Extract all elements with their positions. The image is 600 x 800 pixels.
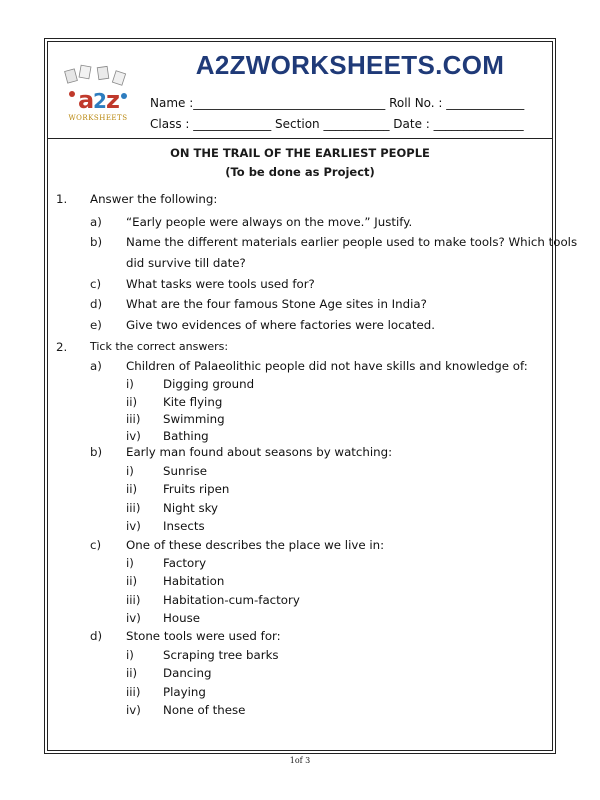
option-number: ii) bbox=[126, 395, 138, 409]
option-number: ii) bbox=[126, 574, 138, 588]
option-text: Dancing bbox=[163, 666, 212, 680]
option-text: Insects bbox=[163, 519, 205, 533]
item-text: “Early people were always on the move.” Justify. bbox=[126, 215, 413, 229]
option-text: House bbox=[163, 611, 200, 625]
item-label: c) bbox=[90, 277, 102, 291]
item-label: d) bbox=[90, 297, 103, 311]
worksheet-title: ON THE TRAIL OF THE EARLIEST PEOPLE bbox=[170, 146, 430, 160]
item-text: Give two evidences of where factories were located. bbox=[126, 318, 435, 332]
site-title: A2ZWORKSHEETS.COM bbox=[195, 50, 505, 80]
option-text: Kite flying bbox=[163, 395, 223, 409]
svg-text:z: z bbox=[106, 86, 120, 114]
item-label: b) bbox=[90, 445, 103, 459]
item-text-continued: did survive till date? bbox=[126, 256, 246, 270]
option-text: Playing bbox=[163, 685, 206, 699]
option-text: Habitation-cum-factory bbox=[163, 593, 300, 607]
question-number: 1. bbox=[56, 192, 68, 206]
item-text: One of these describes the place we live in: bbox=[126, 538, 385, 552]
item-text: Early man found about seasons by watching: bbox=[126, 445, 393, 459]
option-number: ii) bbox=[126, 482, 138, 496]
logo-graphic bbox=[58, 64, 138, 116]
option-text: Scraping tree barks bbox=[163, 648, 279, 662]
header-divider bbox=[48, 138, 552, 139]
option-text: Sunrise bbox=[163, 464, 207, 478]
class-section-date-line: Class : _____________ Section ___________ Date : _______________ bbox=[150, 117, 524, 131]
option-number: i) bbox=[126, 377, 134, 391]
question-text: Tick the correct answers: bbox=[90, 340, 229, 353]
option-number: i) bbox=[126, 556, 134, 570]
name-rollno-line: Name :________________________________ Roll No. : _____________ bbox=[150, 96, 525, 110]
option-number: iv) bbox=[126, 703, 141, 717]
item-label: d) bbox=[90, 629, 103, 643]
svg-text:a: a bbox=[78, 86, 95, 114]
option-text: Night sky bbox=[163, 501, 218, 515]
option-text: Bathing bbox=[163, 429, 209, 443]
option-text: Factory bbox=[163, 556, 207, 570]
item-label: a) bbox=[90, 215, 102, 229]
option-text: Fruits ripen bbox=[163, 482, 230, 496]
item-label: b) bbox=[90, 235, 103, 249]
option-text: Swimming bbox=[163, 412, 225, 426]
option-number: ii) bbox=[126, 666, 138, 680]
worksheet-subtitle: (To be done as Project) bbox=[225, 165, 375, 179]
option-number: iii) bbox=[126, 412, 141, 426]
question-number: 2. bbox=[56, 340, 68, 354]
option-text: Digging ground bbox=[163, 377, 255, 391]
item-label: e) bbox=[90, 318, 102, 332]
option-number: i) bbox=[126, 648, 134, 662]
item-label: a) bbox=[90, 359, 102, 373]
option-number: iii) bbox=[126, 501, 141, 515]
item-text: Name the different materials earlier people used to make tools? Which tools bbox=[126, 235, 578, 249]
item-label: c) bbox=[90, 538, 102, 552]
item-text: Stone tools were used for: bbox=[126, 629, 281, 643]
option-number: iv) bbox=[126, 429, 141, 443]
option-text: None of these bbox=[163, 703, 246, 717]
item-text: Children of Palaeolithic people did not have skills and knowledge of: bbox=[126, 359, 528, 373]
option-number: iii) bbox=[126, 593, 141, 607]
option-number: iv) bbox=[126, 519, 141, 533]
svg-text:2: 2 bbox=[93, 89, 107, 113]
option-number: i) bbox=[126, 464, 134, 478]
a2z-logo bbox=[58, 64, 138, 126]
option-text: Habitation bbox=[163, 574, 225, 588]
item-text: What tasks were tools used for? bbox=[126, 277, 315, 291]
option-number: iv) bbox=[126, 611, 141, 625]
item-text: What are the four famous Stone Age sites in India? bbox=[126, 297, 427, 311]
question-text: Answer the following: bbox=[90, 192, 218, 206]
option-number: iii) bbox=[126, 685, 141, 699]
logo-wordmark: WORKSHEETS bbox=[68, 114, 128, 122]
page-number: 1of 3 bbox=[289, 756, 311, 765]
